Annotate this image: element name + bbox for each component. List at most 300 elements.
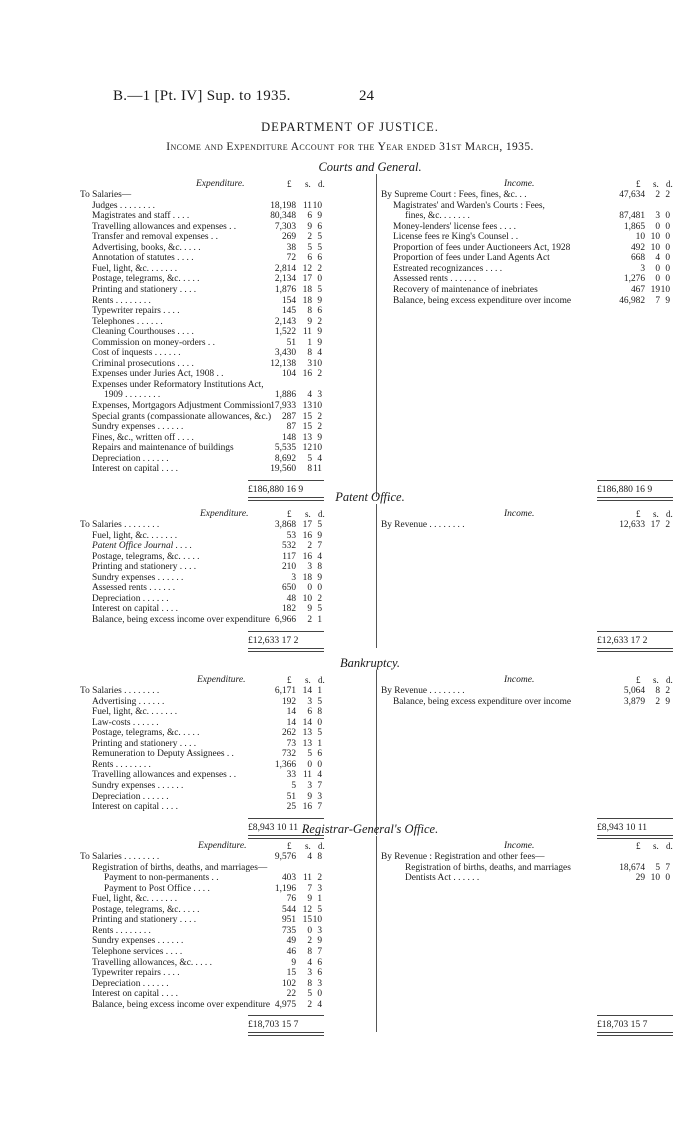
income-item-label: Estreated recognizances . . . .: [393, 263, 503, 274]
pence-value: 0: [317, 583, 322, 594]
expenditure-item-label: Remuneration to Deputy Assignees . .: [92, 749, 234, 760]
pounds-value: 72: [286, 253, 296, 264]
shillings-heading: s.: [653, 509, 659, 519]
column-divider: [376, 504, 377, 648]
pence-value: 5: [317, 520, 322, 530]
pence-value: 2: [317, 369, 322, 380]
expenditure-line: [0, 443, 700, 454]
pence-value: 2: [317, 316, 322, 327]
shillings-heading: s.: [305, 179, 311, 189]
pounds-value: 1,886: [274, 390, 296, 401]
shillings-value: 9: [307, 316, 312, 327]
pounds-heading: £: [287, 841, 292, 851]
pounds-value: 269: [281, 232, 296, 243]
expenditure-line: [0, 1000, 700, 1011]
pounds-value: 104: [281, 369, 296, 380]
pounds-value: 15: [286, 968, 296, 979]
pounds-value: 14: [286, 707, 296, 718]
income-item-label: Balance, being excess expenditure over income: [393, 696, 572, 707]
pence-value: 10: [312, 443, 322, 454]
expenditure-line: [0, 604, 700, 615]
expenditure-heading: Expenditure.: [198, 841, 247, 851]
pounds-value: 29: [635, 873, 645, 884]
expenditure-item-label: Typewriter repairs . . . .: [92, 968, 180, 979]
expenditure-line: [0, 792, 700, 803]
expenditure-item-label: Annotation of statutes . . . .: [92, 253, 194, 264]
pence-heading: d.: [666, 179, 673, 189]
income-line: [0, 232, 700, 243]
expenditure-item-label: To Salaries . . . . . . . .: [80, 852, 160, 862]
pounds-value: 492: [630, 242, 645, 253]
account-section: [0, 490, 700, 666]
income-line: [0, 686, 700, 697]
expenditure-line: [0, 433, 700, 444]
pence-value: 3: [317, 791, 322, 802]
pounds-value: 154: [281, 295, 296, 306]
pounds-heading: £: [636, 675, 641, 685]
income-item-label: Proportion of fees under Land Agents Act: [393, 253, 550, 264]
pence-value: 5: [317, 904, 322, 915]
expenditure-item-label: Rents . . . . . . . .: [92, 925, 151, 936]
pence-value: 2: [317, 263, 322, 274]
expenditure-line: [0, 401, 700, 412]
shillings-value: 8: [307, 348, 312, 359]
expenditure-line: [0, 380, 700, 391]
shillings-value: 7: [307, 883, 312, 894]
expenditure-item-label: Advertising, books, &c. . . . .: [92, 242, 201, 253]
pence-value: 0: [665, 253, 670, 264]
pence-value: 6: [317, 749, 322, 760]
shillings-value: 5: [307, 749, 312, 760]
pence-value: 5: [317, 242, 322, 253]
income-total-rule: [597, 818, 673, 819]
expenditure-line: [0, 390, 700, 401]
expenditure-line: [0, 338, 700, 349]
shillings-value: 11: [302, 327, 312, 338]
expenditure-item-label: Transfer and removal expenses . .: [92, 232, 218, 243]
shillings-value: 0: [655, 274, 660, 285]
expenditure-item-label: Expenses, Mortgagors Adjustment Commission: [92, 401, 272, 411]
expenditure-item-label: Depreciation . . . . . .: [92, 791, 169, 802]
pounds-value: 287: [281, 411, 296, 422]
pounds-value: 2,814: [274, 263, 296, 274]
income-heading: Income.: [504, 179, 535, 189]
pounds-value: 53: [286, 530, 296, 541]
shillings-value: 17: [302, 520, 312, 530]
income-line: [0, 264, 700, 275]
shillings-value: 0: [655, 263, 660, 274]
pounds-value: 3: [640, 263, 645, 274]
expenditure-line: [0, 926, 700, 937]
pounds-value: 1,522: [274, 327, 296, 338]
pence-value: 3: [317, 925, 322, 936]
expenditure-item-label: Telephones . . . . . .: [92, 316, 163, 327]
pence-value: 10: [660, 284, 670, 295]
account-title: Income and Expenditure Account for the Year ended 31st March, 1935.: [166, 141, 534, 153]
pounds-value: 7,303: [274, 221, 296, 232]
expenditure-item-label: Travelling allowances and expenses . .: [92, 770, 237, 781]
pence-value: 11: [312, 464, 322, 475]
pence-value: 5: [317, 284, 322, 295]
shillings-value: 0: [307, 583, 312, 594]
income-item-label: Dentists Act . . . . . .: [405, 873, 480, 884]
pence-value: 2: [317, 422, 322, 433]
shillings-value: 13: [302, 738, 312, 749]
pence-value: 10: [312, 358, 322, 369]
pounds-value: 145: [281, 306, 296, 317]
shillings-value: 9: [307, 894, 312, 905]
shillings-value: 15: [302, 915, 312, 926]
pence-value: 9: [665, 696, 670, 707]
shillings-heading: s.: [653, 179, 659, 189]
shillings-value: 15: [302, 411, 312, 422]
pence-value: 0: [665, 274, 670, 285]
expenditure-heading: Expenditure.: [196, 179, 245, 189]
shillings-value: 8: [307, 306, 312, 317]
expenditure-item-label: To Salaries . . . . . . . .: [80, 520, 160, 530]
pounds-value: 1,876: [274, 284, 296, 295]
expenditure-item-label: Fuel, light, &c. . . . . . .: [92, 530, 178, 541]
shillings-value: 16: [302, 551, 312, 562]
document-reference: B.—1 [Pt. IV] Sup. to 1935.: [113, 88, 291, 104]
pence-value: 2: [317, 873, 322, 884]
pounds-value: 668: [630, 253, 645, 264]
pence-value: 0: [317, 717, 322, 728]
expenditure-item-label: Printing and stationery . . . .: [92, 915, 197, 926]
shillings-value: 14: [302, 717, 312, 728]
pence-value: 5: [317, 728, 322, 739]
pounds-value: 102: [281, 978, 296, 989]
pence-heading: d.: [666, 509, 673, 519]
expenditure-item-label: Depreciation . . . . . .: [92, 978, 169, 989]
pounds-value: 14: [286, 717, 296, 728]
shillings-value: 18: [302, 295, 312, 306]
income-heading: Income.: [504, 509, 535, 519]
shillings-value: 3: [307, 780, 312, 791]
column-divider: [376, 670, 377, 835]
pence-value: 6: [317, 306, 322, 317]
expenditure-total-rule: [248, 480, 324, 481]
expenditure-item-label: Postage, telegrams, &c. . . . .: [92, 274, 200, 285]
pounds-value: 3,430: [274, 348, 296, 359]
pence-value: 5: [317, 232, 322, 243]
expenditure-item-label: Repairs and maintenance of buildings: [92, 443, 234, 454]
expenditure-item-label: Depreciation . . . . . .: [92, 593, 169, 604]
income-line: [0, 274, 700, 285]
pounds-value: 1,196: [274, 883, 296, 894]
shillings-value: 18: [302, 572, 312, 583]
expenditure-item-label: Postage, telegrams, &c. . . . .: [92, 551, 200, 562]
income-item-label: By Revenue . . . . . . . .: [381, 520, 465, 530]
pounds-heading: £: [636, 509, 641, 519]
expenditure-item-label: To Salaries . . . . . . . .: [80, 686, 160, 696]
income-line: [0, 201, 700, 212]
expenditure-item-label: Fuel, light, &c. . . . . . .: [92, 894, 178, 905]
pounds-value: 22: [286, 989, 296, 1000]
pounds-value: 51: [286, 791, 296, 802]
shillings-value: 4: [307, 852, 312, 862]
pence-heading: d.: [318, 841, 325, 851]
pounds-value: 19,560: [270, 464, 296, 475]
shillings-value: 19: [650, 284, 660, 295]
expenditure-line: [0, 989, 700, 1000]
expenditure-item-label: Fuel, light, &c. . . . . . .: [92, 263, 178, 274]
pence-heading: d.: [666, 841, 673, 851]
income-total-double-rule: [597, 1032, 673, 1036]
expenditure-item-label: Rents . . . . . . . .: [92, 295, 151, 306]
expenditure-item-label: Special grants (compassionate allowances, &c.): [92, 411, 272, 422]
section-title: Patent Office.: [335, 490, 405, 504]
pence-value: 8: [317, 707, 322, 718]
pounds-value: 262: [281, 728, 296, 739]
income-total-rule: [597, 631, 673, 632]
expenditure-line: [0, 739, 700, 750]
pence-value: 1: [317, 686, 322, 696]
expenditure-line: [0, 573, 700, 584]
pence-value: 9: [317, 432, 322, 443]
pounds-value: 49: [286, 936, 296, 947]
pounds-value: 38: [286, 242, 296, 253]
income-line: [0, 190, 700, 201]
shillings-value: 2: [307, 232, 312, 243]
expenditure-total-rule: [248, 1015, 324, 1016]
shillings-value: 3: [307, 358, 312, 369]
shillings-value: 3: [655, 211, 660, 222]
pence-value: 9: [665, 295, 670, 306]
expenditure-item-label: Patent Office Journal . . . .: [92, 541, 192, 552]
expenditure-item-label: Interest on capital . . . .: [92, 464, 178, 475]
pence-value: 6: [317, 221, 322, 232]
expenditure-line: [0, 327, 700, 338]
pence-value: 0: [317, 989, 322, 1000]
shillings-value: 5: [307, 989, 312, 1000]
pounds-heading: £: [636, 179, 641, 189]
income-line: [0, 520, 700, 531]
shillings-value: 9: [307, 791, 312, 802]
income-item-label: Proportion of fees under Auctioneers Act, 1928: [393, 242, 571, 253]
shillings-value: 0: [307, 759, 312, 770]
pence-value: 3: [317, 978, 322, 989]
pounds-value: 1,276: [623, 274, 645, 285]
shillings-value: 4: [307, 957, 312, 968]
income-item-label: Money-lenders' license fees . . . .: [393, 221, 517, 232]
income-item-label: Balance, being excess expenditure over income: [393, 295, 572, 306]
expenditure-item-label: Law-costs . . . . . .: [92, 717, 159, 728]
pence-value: 1: [317, 614, 322, 625]
pence-value: 5: [317, 696, 322, 707]
shillings-value: 2: [307, 614, 312, 625]
shillings-value: 7: [655, 295, 660, 306]
expenditure-item-label: Cleaning Courthouses . . . .: [92, 327, 194, 338]
pounds-value: 148: [281, 432, 296, 443]
column-divider: [376, 836, 377, 1032]
pounds-value: 403: [281, 873, 296, 884]
expenditure-line: [0, 718, 700, 729]
expenditure-line: [0, 552, 700, 563]
pounds-value: 5: [291, 780, 296, 791]
expenditure-item-label: Cost of inquests . . . . . .: [92, 348, 181, 359]
expenditure-item-label: Printing and stationery . . . .: [92, 562, 197, 573]
shillings-value: 6: [307, 253, 312, 264]
shillings-value: 8: [307, 464, 312, 475]
pounds-value: 467: [630, 284, 645, 295]
pounds-value: 3: [291, 572, 296, 583]
expenditure-line: [0, 894, 700, 905]
shillings-value: 11: [302, 873, 312, 884]
pounds-heading: £: [287, 509, 292, 519]
pounds-value: 6,966: [274, 614, 296, 625]
pounds-value: 47,634: [619, 190, 645, 200]
pounds-value: 9: [291, 957, 296, 968]
shillings-value: 13: [302, 432, 312, 443]
income-item-label: By Revenue : Registration and other fees—: [381, 852, 545, 862]
pounds-heading: £: [636, 841, 641, 851]
pence-value: 0: [317, 759, 322, 770]
expenditure-total: £8,943 10 11: [248, 821, 299, 833]
income-line: [0, 285, 700, 296]
page-number: 24: [359, 88, 374, 104]
pence-value: 0: [665, 221, 670, 232]
section-title: Bankruptcy.: [339, 656, 401, 670]
pence-value: 2: [665, 520, 670, 530]
pounds-value: 1,865: [623, 221, 645, 232]
shillings-value: 3: [307, 562, 312, 573]
income-line: [0, 222, 700, 233]
shillings-value: 8: [307, 978, 312, 989]
section-title: Courts and General.: [318, 160, 422, 174]
pounds-value: 5,064: [623, 686, 645, 696]
shillings-value: 16: [302, 369, 312, 380]
shillings-value: 2: [307, 541, 312, 552]
expenditure-item-label: Balance, being excess income over expenditure: [92, 614, 271, 625]
pounds-heading: £: [287, 675, 292, 685]
pence-value: 7: [665, 862, 670, 873]
shillings-value: 17: [650, 520, 660, 530]
pence-value: 7: [317, 802, 322, 813]
pounds-value: 87,481: [619, 211, 645, 222]
income-item-label: fines, &c. . . . . . .: [405, 211, 470, 222]
expenditure-item-label: Travelling allowances, &c. . . . .: [92, 957, 212, 968]
income-item-label: Assessed rents . . . . . .: [393, 274, 477, 285]
pounds-value: 5,535: [274, 443, 296, 454]
pence-value: 4: [317, 770, 322, 781]
income-item-label: By Revenue . . . . . . . .: [381, 686, 465, 696]
pounds-value: 3,879: [623, 696, 645, 707]
pounds-value: 650: [281, 583, 296, 594]
income-heading: Income.: [504, 841, 535, 851]
expenditure-line: [0, 541, 700, 552]
pounds-value: 25: [286, 802, 296, 813]
expenditure-line: [0, 947, 700, 958]
pence-value: 0: [665, 232, 670, 243]
shillings-value: 2: [655, 190, 660, 200]
pence-value: 6: [317, 253, 322, 264]
pence-value: 2: [317, 411, 322, 422]
shillings-value: 9: [307, 221, 312, 232]
pounds-value: 12,138: [270, 358, 296, 369]
pounds-value: 3,868: [274, 520, 296, 530]
pounds-value: 80,348: [270, 211, 296, 222]
pence-value: 9: [317, 572, 322, 583]
income-line: [0, 697, 700, 708]
pence-value: 7: [317, 541, 322, 552]
expenditure-line: [0, 781, 700, 792]
income-line: [0, 852, 700, 863]
expenditure-item-label: Commission on money-orders . .: [92, 337, 215, 348]
pounds-heading: £: [287, 179, 292, 189]
pence-value: 2: [665, 686, 670, 696]
pence-value: 1: [317, 894, 322, 905]
shillings-value: 8: [307, 946, 312, 957]
pounds-value: 73: [286, 738, 296, 749]
shillings-heading: s.: [305, 675, 311, 685]
expenditure-line: [0, 562, 700, 573]
pence-value: 7: [317, 780, 322, 791]
expenditure-item-label: Interest on capital . . . .: [92, 604, 178, 615]
expenditure-line: [0, 728, 700, 739]
expenditure-line: [0, 979, 700, 990]
pounds-value: 33: [286, 770, 296, 781]
pounds-value: 8,692: [274, 453, 296, 464]
pounds-value: 12,633: [619, 520, 645, 530]
pounds-value: 46,982: [619, 295, 645, 306]
expenditure-item-label: Sundry expenses . . . . . .: [92, 422, 184, 433]
expenditure-item-label: Printing and stationery . . . .: [92, 284, 197, 295]
section-title: Registrar-General's Office.: [301, 822, 439, 836]
income-total: £186,880 16 9: [597, 483, 653, 495]
pounds-value: 76: [286, 894, 296, 905]
expenditure-line: [0, 915, 700, 926]
expenditure-line: [0, 958, 700, 969]
pence-value: 2: [317, 593, 322, 604]
shillings-value: 9: [307, 604, 312, 615]
expenditure-item-label: Fines, &c., written off . . . .: [92, 432, 194, 443]
income-line: [0, 243, 700, 254]
expenditure-total-double-rule: [248, 1032, 324, 1036]
expenditure-total: £12,633 17 2: [248, 634, 299, 646]
shillings-value: 5: [307, 453, 312, 464]
pence-value: 8: [317, 852, 322, 862]
pounds-value: 87: [286, 422, 296, 433]
pounds-value: 732: [281, 749, 296, 760]
expenditure-item-label: Telephone services . . . .: [92, 946, 183, 957]
expenditure-heading: Expenditure.: [200, 509, 249, 519]
shillings-value: 6: [307, 211, 312, 222]
shillings-value: 2: [307, 999, 312, 1010]
pounds-value: 182: [281, 604, 296, 615]
expenditure-item-label: Magistrates and staff . . . .: [92, 211, 190, 222]
expenditure-line: [0, 936, 700, 947]
expenditure-item-label: Expenses under Juries Act, 1908 . .: [92, 369, 224, 380]
pounds-value: 532: [281, 541, 296, 552]
expenditure-line: [0, 615, 700, 626]
expenditure-item-label: To Salaries—: [80, 190, 132, 200]
expenditure-line: [0, 770, 700, 781]
shillings-heading: s.: [305, 841, 311, 851]
expenditure-line: [0, 884, 700, 895]
pounds-value: 51: [286, 337, 296, 348]
shillings-value: 5: [307, 242, 312, 253]
expenditure-total: £18,703 15 7: [248, 1019, 299, 1031]
expenditure-item-label: Payment to non-permanents . .: [104, 873, 219, 884]
income-line: [0, 253, 700, 264]
shillings-value: 6: [307, 707, 312, 718]
expenditure-line: [0, 422, 700, 433]
income-total: £12,633 17 2: [597, 634, 648, 646]
income-total: £8,943 10 11: [597, 821, 648, 833]
shillings-value: 10: [650, 242, 660, 253]
shillings-value: 18: [302, 284, 312, 295]
